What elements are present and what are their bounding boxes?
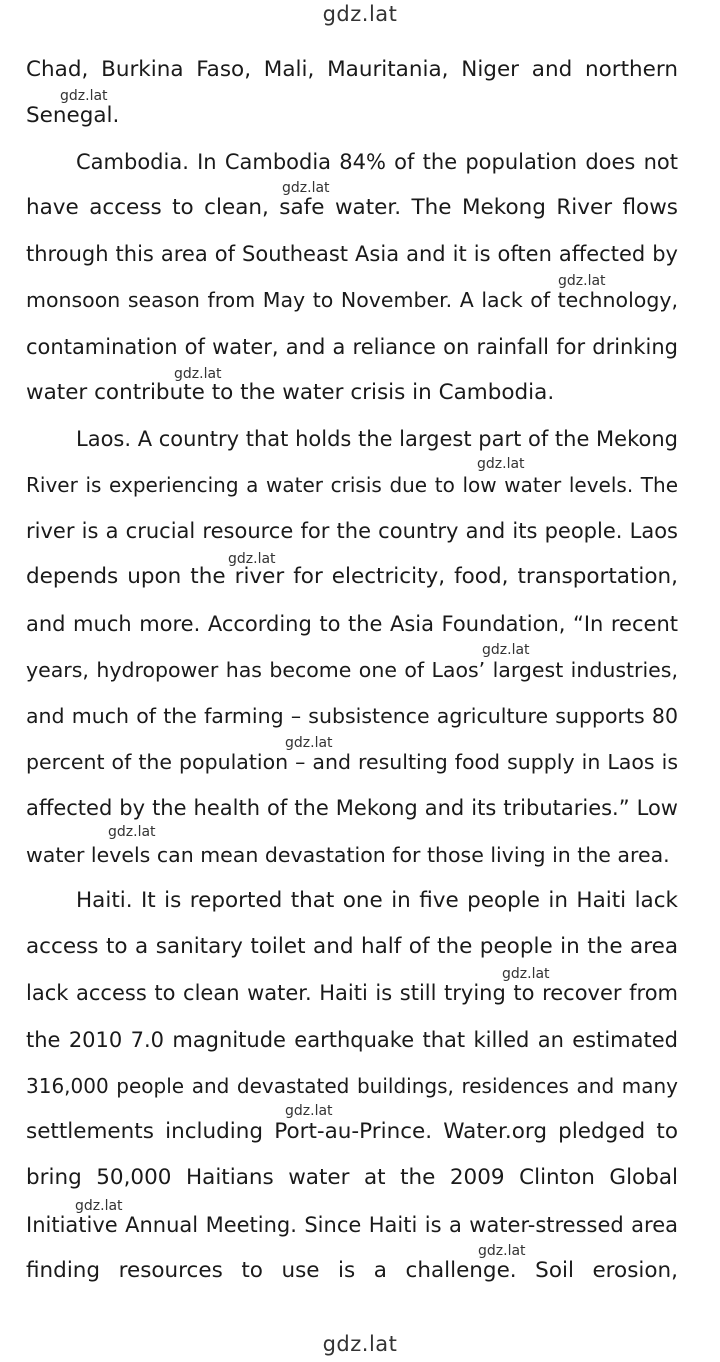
site-footer-label: gdz.lat [322,1332,398,1356]
text-line: years, hydropower has become one of Laos’ largest industries, [26,658,678,682]
paragraph-start-haiti: Haiti. It is reported that one in five people in Haiti lack [76,888,678,913]
text-line: 316,000 people and devastated buildings, residences and many [26,1074,678,1098]
text-line: settlements including Port-au-Prince. Water.org pledged to [26,1119,678,1144]
text-line: Chad, Burkina Faso, Mali, Mauritania, Niger and northern [26,57,678,82]
watermark: gdz.lat [477,456,525,472]
text-line: through this area of Southeast Asia and it is often affected by [26,242,678,266]
text-line: river is a crucial resource for the country and its people. Laos [26,519,678,543]
text-line: water levels can mean devastation for those living in the area. [26,843,670,867]
watermark: gdz.lat [478,1243,526,1259]
text-line: finding resources to use is a challenge. Soil erosion, [26,1258,678,1283]
text-line: percent of the population – and resulting food supply in Laos is [26,750,678,774]
text-line: and much more. According to the Asia Foundation, “In recent [26,612,678,636]
watermark: gdz.lat [60,88,108,104]
watermark: gdz.lat [482,642,530,658]
text-line: affected by the health of the Mekong and its tributaries.” Low [26,796,678,820]
watermark: gdz.lat [285,735,333,751]
text-line: Initiative Annual Meeting. Since Haiti is a water-stressed area [26,1213,678,1237]
watermark: gdz.lat [174,366,222,382]
text-line: water contribute to the water crisis in Cambodia. [26,380,555,405]
paragraph-start-laos: Laos. A country that holds the largest part of the Mekong [76,427,678,451]
watermark: gdz.lat [285,1103,333,1119]
text-line: bring 50,000 Haitians water at the 2009 Clinton Global [26,1165,678,1190]
text-line: depends upon the river for electricity, food, transportation, [26,564,678,589]
paragraph-start-cambodia: Cambodia. In Cambodia 84% of the population does not [76,150,678,174]
text-line: River is experiencing a water crisis due to low water levels. The [26,473,678,497]
watermark: gdz.lat [282,180,330,196]
text-line: and much of the farming – subsistence agriculture supports 80 [26,704,678,728]
text-line: lack access to clean water. Haiti is still trying to recover from [26,981,678,1005]
site-header-label: gdz.lat [322,2,398,26]
watermark: gdz.lat [228,551,276,567]
text-line: monsoon season from May to November. A lack of technology, [26,288,678,312]
text-line: access to a sanitary toilet and half of the people in the area [26,934,678,959]
watermark: gdz.lat [558,273,606,289]
text-line: the 2010 7.0 magnitude earthquake that killed an estimated [26,1028,678,1052]
text-line: have access to clean, safe water. The Mekong River flows [26,195,678,220]
watermark: gdz.lat [502,966,550,982]
watermark: gdz.lat [75,1198,123,1214]
text-line: contamination of water, and a reliance on rainfall for drinking [26,335,678,359]
watermark: gdz.lat [108,824,156,840]
text-line: Senegal. [26,103,120,128]
